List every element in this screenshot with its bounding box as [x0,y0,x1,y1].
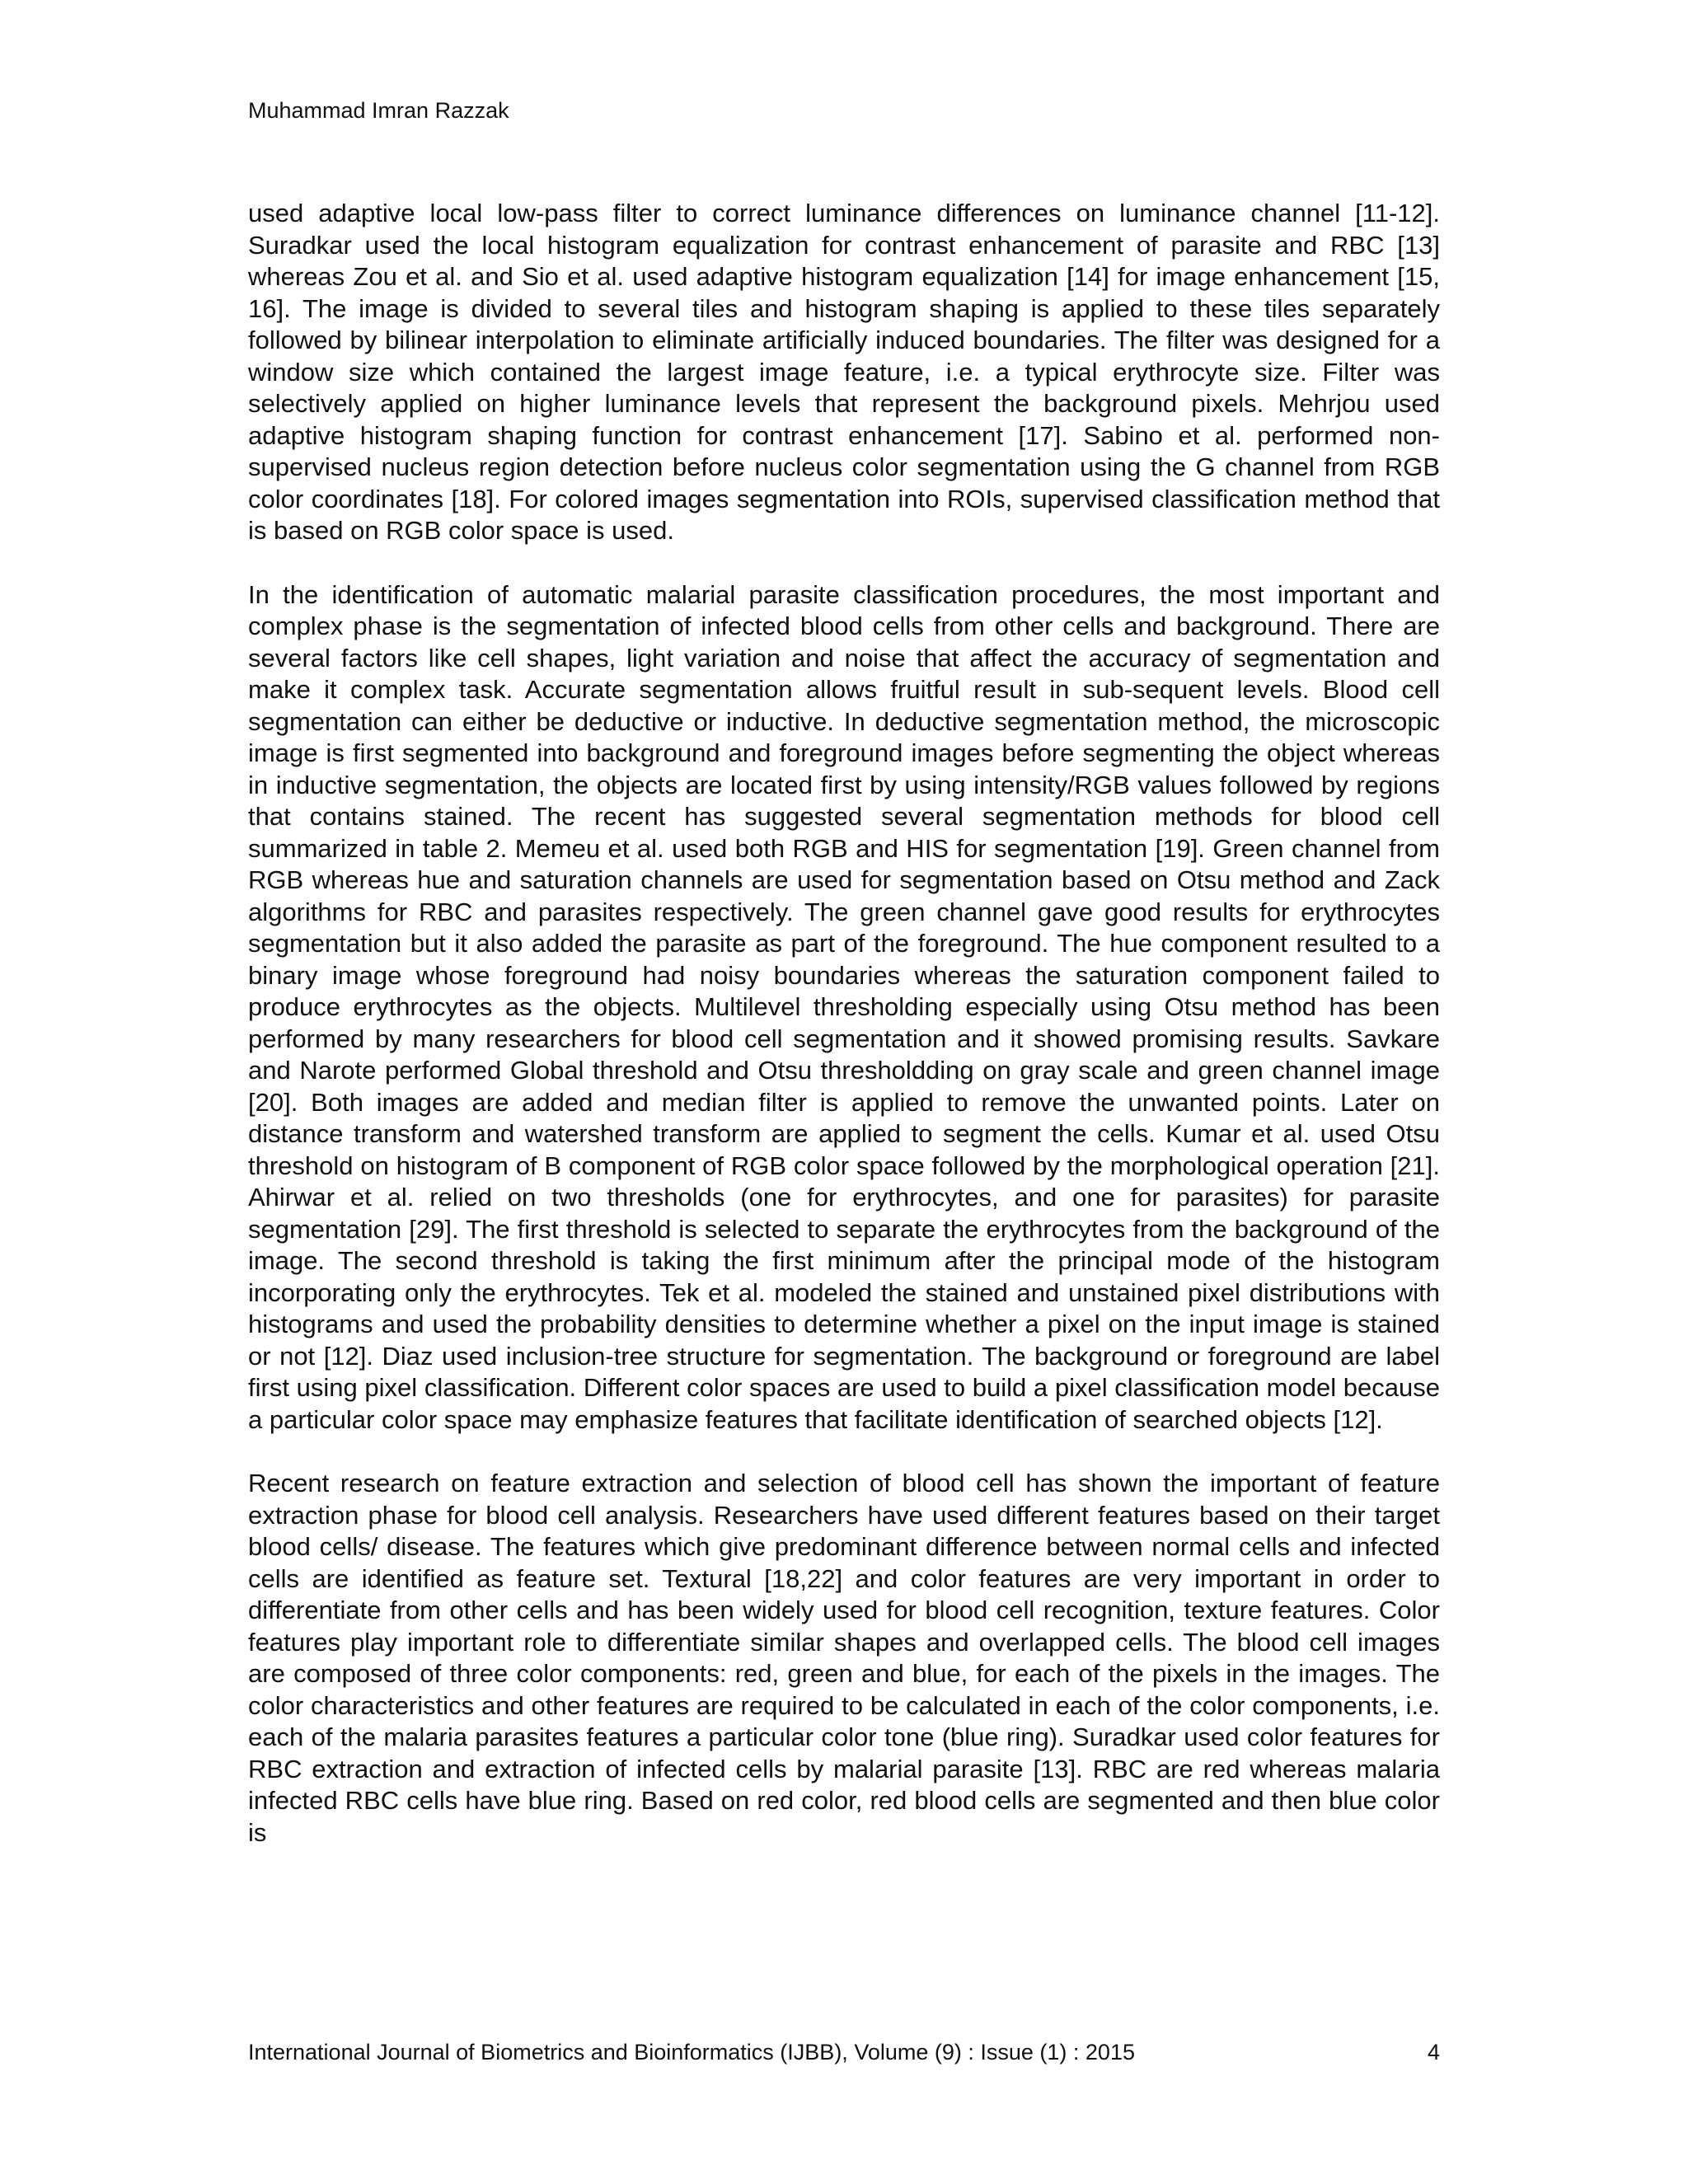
paragraph-1: used adaptive local low-pass filter to correct luminance differences on luminance channel [11-12]. Suradkar used the local histogram equalization for contrast enhancement of parasite and RBC [13] whereas Zou et al. and Sio et al. used adaptive histogram equalization [14] for image enhancement [15, 16]. The image is divided to several tiles and histogram shaping is applied to these tiles separately followed by bilinear interpolation to eliminate artificially induced boundaries. The filter was designed for a window size which contained the largest image feature, i.e. a typical erythrocyte size. Filter was selectively applied on higher luminance levels that represent the background pixels. Mehrjou used adaptive histogram shaping function for contrast enhancement [17]. Sabino et al. performed non-supervised nucleus region detection before nucleus color segmentation using the G channel from RGB color coordinates [18]. For colored images segmentation into ROIs, supervised classification method that is based on RGB color space is used. [248,199,1440,545]
page-number: 4 [1427,2040,1440,2064]
paragraph-3: Recent research on feature extraction and selection of blood cell has shown the important of feature extraction phase for blood cell analysis. Researchers have used different features based on their target blood cells/ disease. The features which give predominant difference between normal cells and infected cells are identified as feature set. Textural [18,22] and color features are very important in order to differentiate from other cells and has been widely used for blood cell recognition, texture features. Color features play important role to differentiate similar shapes and overlapped cells. The blood cell images are composed of three color components: red, green and blue, for each of the pixels in the images. The color characteristics and other features are required to be calculated in each of the color components, i.e. each of the malaria parasites features a particular color tone (blue ring). Suradkar used color features for RBC extraction and extraction of infected cells by malarial parasite [13]. RBC are red whereas malaria infected RBC cells have blue ring. Based on red color, red blood cells are segmented and then blue color is [248,1469,1440,1847]
page-footer [248,2039,1440,2065]
footer-journal-citation: International Journal of Biometrics and Bioinformatics (IJBB), Volume (9) : Issue (1) : 2015 [248,2040,1135,2064]
running-header-author: Muhammad Imran Razzak [248,98,509,123]
body-text [248,198,1440,1881]
paragraph-2: In the identification of automatic malarial parasite classification procedures, the most important and complex phase is the segmentation of infected blood cells from other cells and background. There are several factors like cell shapes, light variation and noise that affect the accuracy of segmentation and make it complex task. Accurate segmentation allows fruitful result in sub-sequent levels. Blood cell segmentation can either be deductive or inductive. In deductive segmentation method, the microscopic image is first segmented into background and foreground images before segmenting the object whereas in inductive segmentation, the objects are located first by using intensity/RGB values followed by regions that contains stained. The recent has suggested several segmentation methods for blood cell summarized in table 2. Memeu et al. used both RGB and HIS for segmentation [19]. Green channel from RGB whereas hue and saturation channels are used for segmentation based on Otsu method and Zack algorithms for RBC and parasites respectively. The green channel gave good results for erythrocytes segmentation but it also added the parasite as part of the foreground. The hue component resulted to a binary image whose foreground had noisy boundaries whereas the saturation component failed to produce erythrocytes as the objects. Multilevel thresholding especially using Otsu method has been performed by many researchers for blood cell segmentation and it showed promising results. Savkare and Narote performed Global threshold and Otsu thresholdding on gray scale and green channel image [20]. Both images are added and median filter is applied to remove the unwanted points. Later on distance transform and watershed transform are applied to segment the cells. Kumar et al. used Otsu threshold on histogram of B component of RGB color space followed by the morphological operation [21]. Ahirwar et al. relied on two thresholds (one for erythrocytes, and one for parasites) for parasite segmentation [29]. The first threshold is selected to separate the erythrocytes from the background of the image. The second threshold is taking the first minimum after the principal mode of the histogram incorporating only the erythrocytes. Tek et al. modeled the stained and unstained pixel distributions with histograms and used the probability densities to determine whether a pixel on the input image is stained or not [12]. Diaz used inclusion-tree structure for segmentation. The background or foreground are label first using pixel classification. Different color spaces are used to build a pixel classification model because a particular color space may emphasize features that facilitate identification of searched objects [12]. [248,579,1440,1434]
